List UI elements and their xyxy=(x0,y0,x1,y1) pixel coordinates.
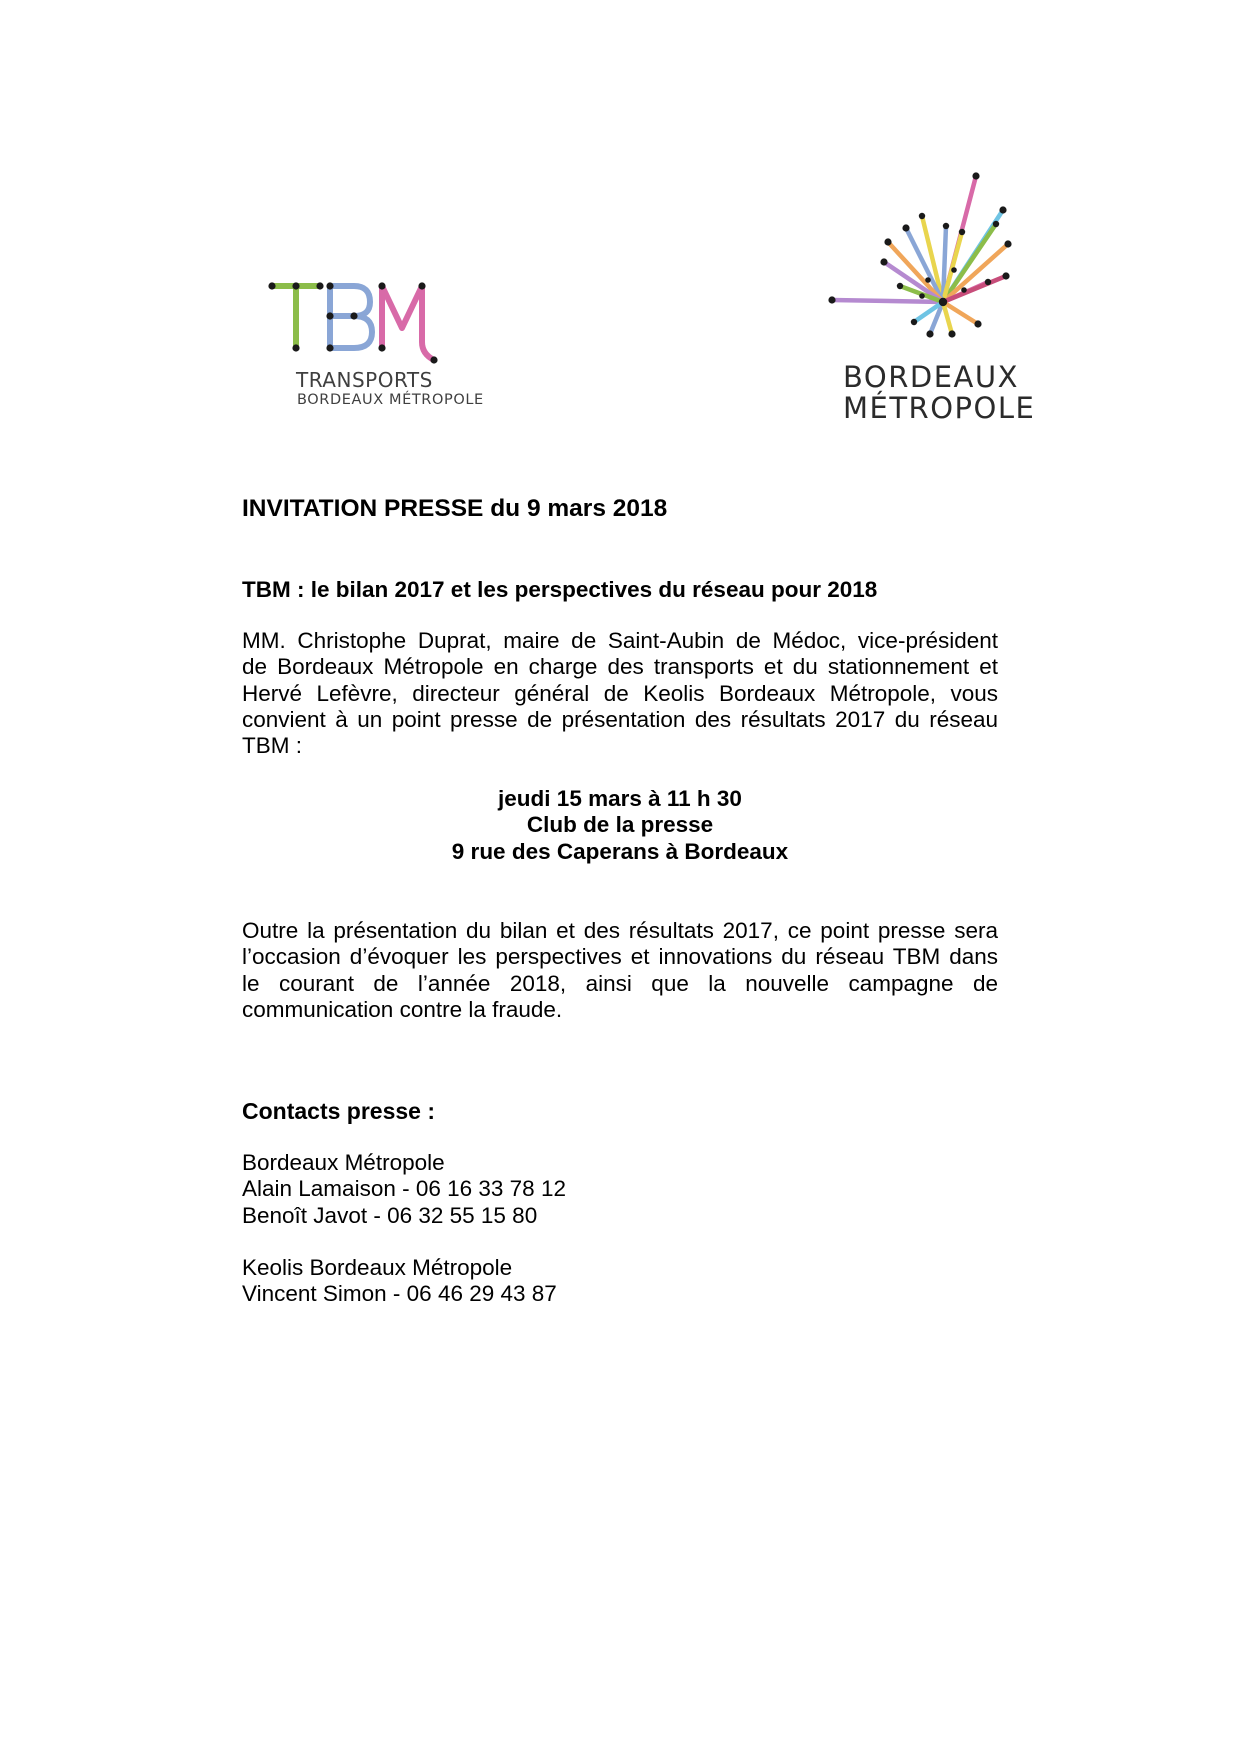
intro-line: Hervé Lefèvre, directeur général de Keolis Bordeaux Métropole, vous xyxy=(242,680,998,706)
invitation-title: INVITATION PRESSE du 9 mars 2018 xyxy=(242,495,668,522)
intro-line: MM. Christophe Duprat, maire de Saint-Aubin de Médoc, vice-président xyxy=(242,628,998,653)
event-date: jeudi 15 mars à 11 h 30 xyxy=(498,786,742,811)
details-line: l’occasion d’évoquer les perspectives et innovations du réseau TBM dans xyxy=(242,944,998,970)
subject-line: TBM : le bilan 2017 et les perspectives du réseau pour 2018 xyxy=(242,577,878,602)
contact-group-bordeaux-metropole xyxy=(242,1150,998,1229)
contacts-title: Contacts presse : xyxy=(242,1098,436,1124)
contact-org: Bordeaux Métropole xyxy=(242,1150,445,1175)
tbm-logo-transports: TRANSPORTS xyxy=(296,368,433,392)
bdx-logo-line2: MÉTROPOLE xyxy=(843,391,1036,425)
event-address: 9 rue des Caperans à Bordeaux xyxy=(451,838,789,864)
event-details xyxy=(242,786,998,865)
details-line: le courant de l’année 2018, ainsi que la nouvelle campagne de xyxy=(242,970,998,996)
intro-line: convient à un point presse de présentation des résultats 2017 du réseau xyxy=(242,706,998,732)
details-paragraph xyxy=(242,918,998,1023)
contact-person: Vincent Simon - 06 46 29 43 87 xyxy=(242,1281,557,1307)
bordeaux-metropole-logo xyxy=(828,170,1038,350)
bordeaux-metropole-logo-text xyxy=(843,362,1035,424)
contact-org: Keolis Bordeaux Métropole xyxy=(242,1255,513,1280)
bdx-logo-line1: BORDEAUX xyxy=(843,360,1019,394)
intro-line: TBM : xyxy=(242,733,302,759)
event-venue: Club de la presse xyxy=(526,812,714,838)
tbm-logo-bordeaux-metropole: BORDEAUX MÉTROPOLE xyxy=(297,392,484,408)
details-line: communication contre la fraude. xyxy=(242,996,563,1022)
details-line: Outre la présentation du bilan et des résultats 2017, ce point presse sera xyxy=(242,918,998,943)
contact-person: Alain Lamaison - 06 16 33 78 12 xyxy=(242,1176,566,1202)
contact-group-keolis xyxy=(242,1255,998,1308)
contact-person: Benoît Javot - 06 32 55 15 80 xyxy=(242,1202,538,1228)
intro-line: de Bordeaux Métropole en charge des transports et du stationnement et xyxy=(242,654,998,680)
intro-paragraph xyxy=(242,628,998,759)
